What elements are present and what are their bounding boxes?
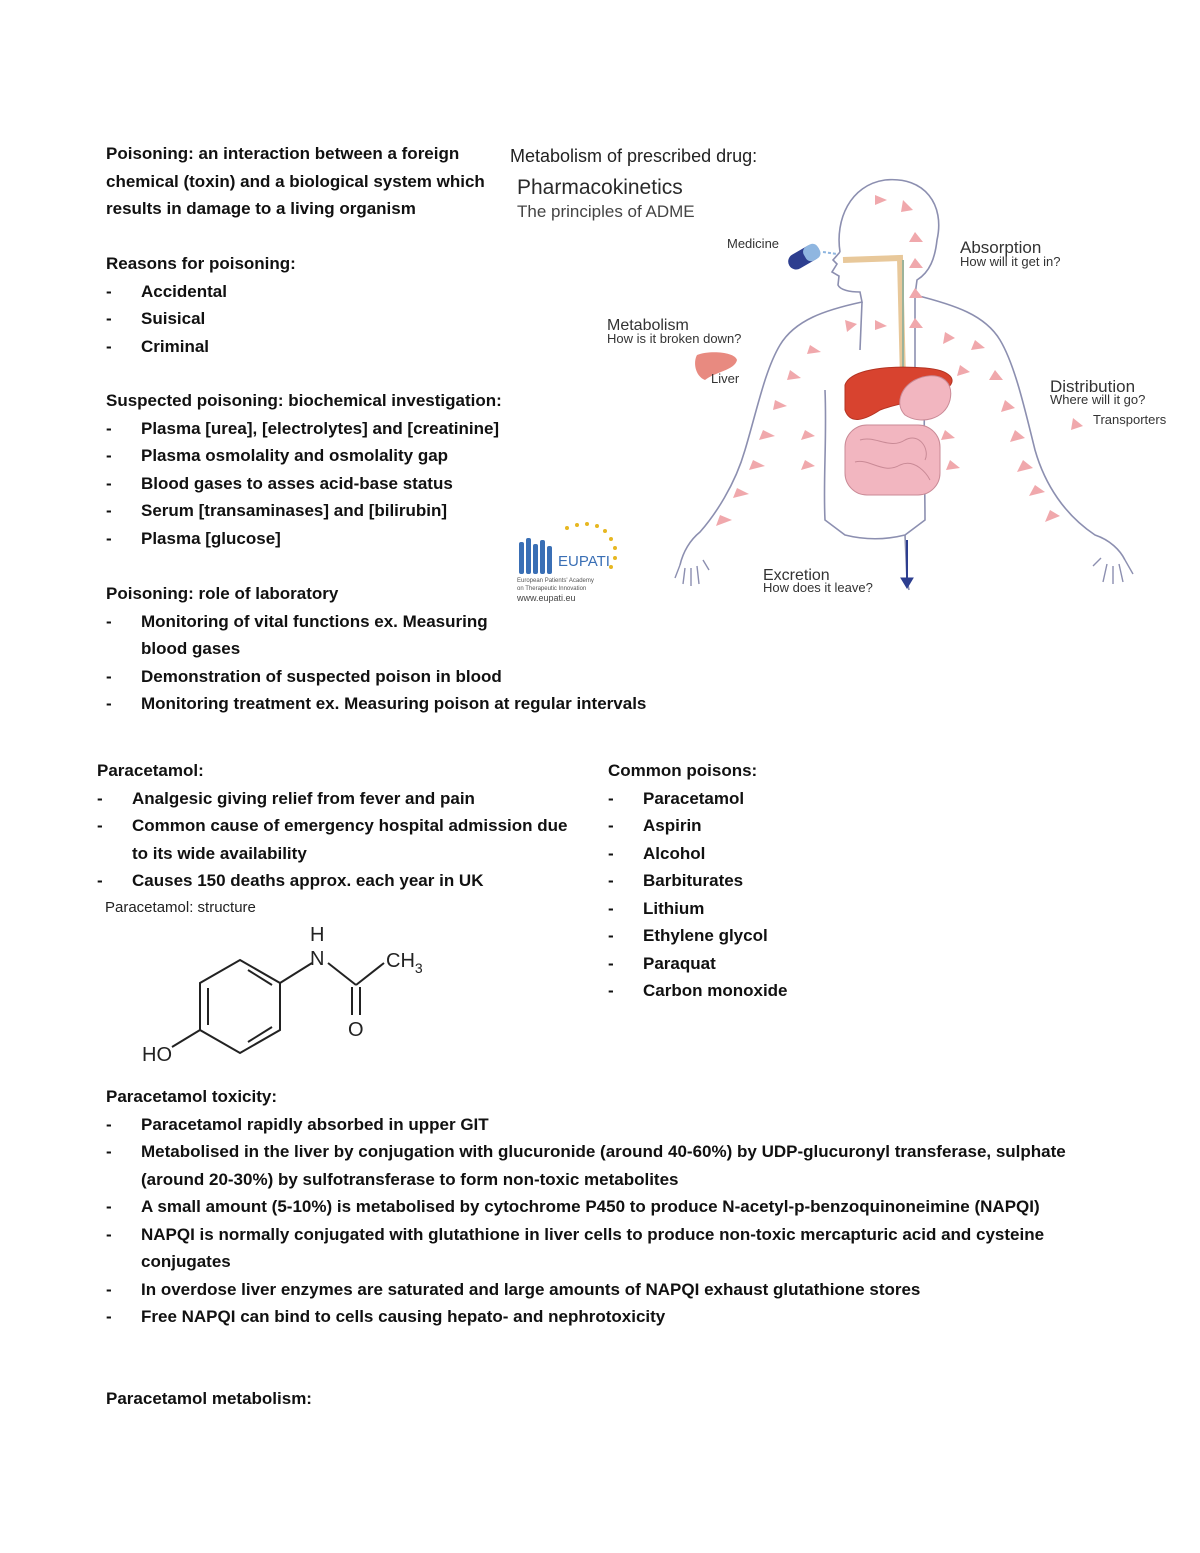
list-item: - Carbon monoxide — [608, 977, 908, 1005]
list-item: - Blood gases to asses acid-base status — [106, 470, 506, 498]
list-item: - Serum [transaminases] and [bilirubin] — [106, 497, 506, 525]
list-item: - Monitoring of vital functions ex. Measuring blood gases — [106, 608, 501, 663]
figure-caption: Metabolism of prescribed drug: — [510, 146, 758, 166]
eupati-logo — [516, 522, 617, 603]
distribution-question: Where will it go? — [1050, 392, 1146, 407]
list-item: - Alcohol — [608, 840, 908, 868]
list-item: - In overdose liver enzymes are saturated and large amounts of NAPQI exhaust glutathione stores — [106, 1276, 1066, 1304]
list-item: - Barbiturates — [608, 867, 908, 895]
ch3-subscript: 3 — [414, 960, 423, 976]
medicine-label: Medicine — [727, 236, 780, 251]
eupati-name: EUPATI — [558, 553, 610, 570]
metabolism-question: How is it broken down? — [607, 331, 742, 346]
list-item: - Criminal — [106, 333, 496, 361]
excretion-arrow — [901, 540, 913, 588]
list-item: - Plasma osmolality and osmolality gap — [106, 442, 506, 470]
atom-ho: HO — [142, 1044, 172, 1066]
definition-line: chemical (toxin) and a biological system which — [106, 171, 485, 191]
eupati-line1: European Patients' Academy — [517, 578, 594, 584]
liver-label: Liver — [711, 371, 740, 386]
lab-role-list — [106, 608, 666, 718]
medicine-pill — [785, 242, 822, 273]
common-poisons-heading: Common poisons: — [608, 761, 758, 780]
atom-ch3 — [386, 950, 423, 976]
paracetamol-structure — [100, 895, 460, 1075]
transporters-label: Transporters — [1093, 412, 1167, 427]
suspected-section — [106, 387, 506, 552]
reasons-list — [106, 278, 496, 361]
atom-n: N — [310, 948, 325, 970]
excretion-label: Excretion — [763, 567, 830, 584]
structure-caption: Paracetamol: structure — [105, 899, 256, 916]
paracetamol-list — [97, 785, 597, 895]
list-item: - Metabolised in the liver by conjugation with glucuronide (around 40-60%) by UDP-glucuronyl transferase, sulphate (around 20-30%) by sulfotransferase to form non-toxic metabolites — [106, 1138, 1066, 1193]
suspected-list — [106, 415, 506, 553]
eupati-line2: on Therapeutic Innovation — [517, 586, 587, 592]
list-item: - Causes 150 deaths approx. each year in UK — [97, 867, 597, 895]
list-item: - Common cause of emergency hospital admission due to its wide availability — [97, 812, 587, 867]
list-item: - Monitoring treatment ex. Measuring poison at regular intervals — [106, 690, 666, 718]
list-item: - Paraquat — [608, 950, 908, 978]
toxicity-list — [106, 1111, 1066, 1331]
definition-block — [106, 140, 496, 223]
adme-figure — [505, 140, 1195, 610]
list-item: - Paracetamol — [608, 785, 908, 813]
list-item: - Free NAPQI can bind to cells causing hepato- and nephrotoxicity — [106, 1303, 1066, 1331]
list-item: - A small amount (5-10%) is metabolised by cytochrome P450 to produce N-acetyl-p-benzoquinoneimine (NAPQI) — [106, 1193, 1066, 1221]
figure-subtitle: The principles of ADME — [517, 202, 695, 221]
excretion-question: How does it leave? — [763, 580, 873, 595]
common-poisons-section — [608, 757, 908, 1005]
distribution-label: Distribution — [1050, 377, 1136, 396]
toxicity-section — [106, 1083, 1066, 1331]
absorption-question: How will it get in? — [960, 254, 1061, 269]
list-item: - Aspirin — [608, 812, 908, 840]
definition-line: Poisoning: an interaction between a foreign — [106, 144, 460, 163]
list-item: - Ethylene glycol — [608, 922, 908, 950]
figure-title: Pharmacokinetics — [517, 176, 683, 199]
list-item: - NAPQI is normally conjugated with glutathione in liver cells to produce non-toxic mercapturic acid and cysteine conjugates — [106, 1221, 1066, 1276]
atom-h: H — [310, 924, 325, 946]
esophagus — [843, 258, 903, 380]
list-item: - Accidental — [106, 278, 496, 306]
ch3-label: CH — [386, 950, 415, 972]
absorption-label: Absorption — [960, 238, 1042, 257]
list-item: - Plasma [urea], [electrolytes] and [creatinine] — [106, 415, 506, 443]
intestines — [845, 425, 940, 495]
reasons-heading: Reasons for poisoning: — [106, 254, 296, 273]
list-item: - Suisical — [106, 305, 496, 333]
suspected-heading: Suspected poisoning: biochemical investigation: — [106, 391, 502, 410]
metabolism-heading: Paracetamol metabolism: — [106, 1389, 312, 1408]
atom-o: O — [348, 1019, 364, 1041]
definition-line: results in damage to a living organism — [106, 199, 416, 218]
adme-figure-svg — [505, 140, 1195, 610]
structure-svg — [100, 895, 460, 1075]
reasons-section — [106, 250, 496, 360]
list-item: - Lithium — [608, 895, 908, 923]
paracetamol-heading: Paracetamol: — [97, 761, 204, 780]
list-item: - Paracetamol rapidly absorbed in upper GIT — [106, 1111, 1066, 1139]
list-item: - Plasma [glucose] — [106, 525, 506, 553]
list-item: - Demonstration of suspected poison in blood — [106, 663, 666, 691]
toxicity-heading: Paracetamol toxicity: — [106, 1087, 278, 1106]
metabolism-label: Metabolism — [607, 317, 689, 334]
list-item: - Analgesic giving relief from fever and pain — [97, 785, 597, 813]
eupati-url: www.eupati.eu — [517, 593, 576, 603]
common-poisons-list — [608, 785, 908, 1005]
paracetamol-section — [97, 757, 597, 895]
lab-role-heading: Poisoning: role of laboratory — [106, 584, 339, 603]
